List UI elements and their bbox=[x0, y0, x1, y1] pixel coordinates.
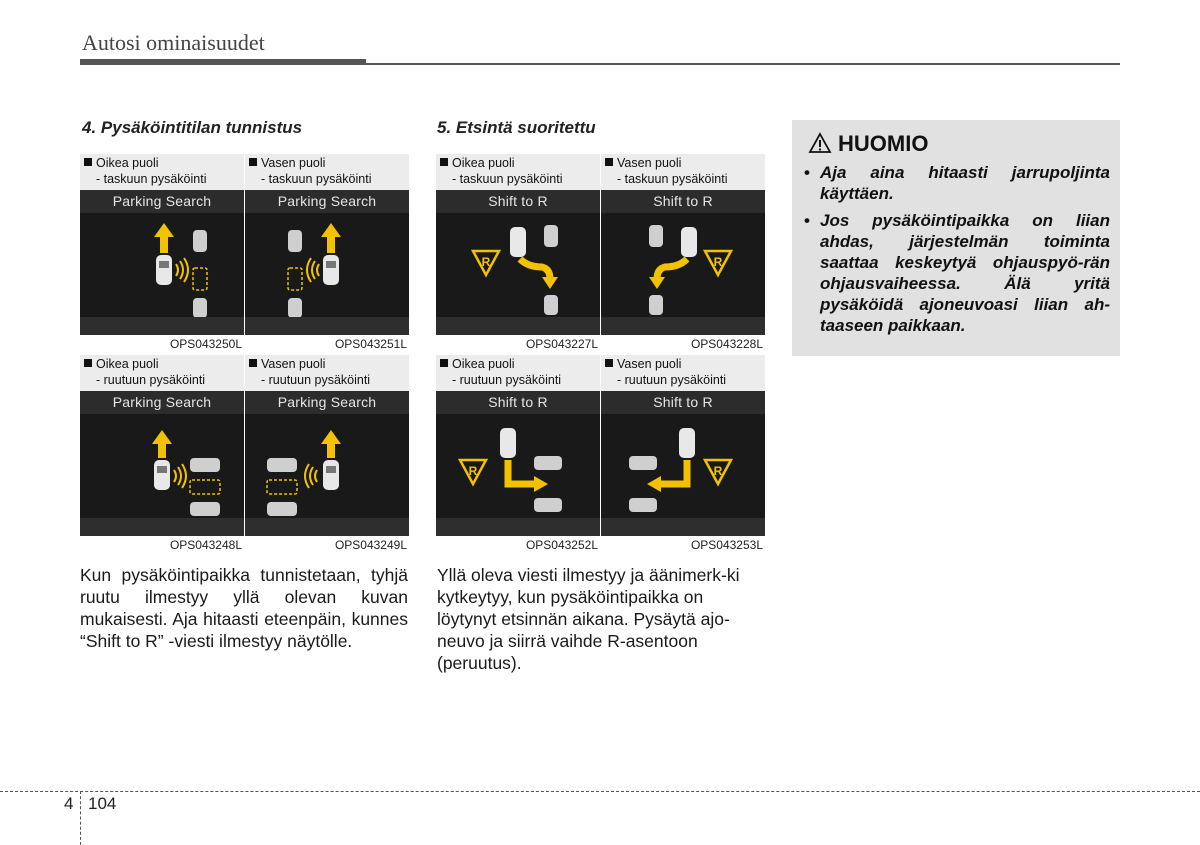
body-paragraph-left: Kun pysäköintipaikka tunnistetaan, tyhjä ruutu ilmestyy yllä olevan kuvan mukaisesti. Aja hitaasti eteenpäin, kunnes “Shift to R” -viesti ilmestyy näytölle. bbox=[80, 565, 408, 651]
footer-rule bbox=[0, 791, 1200, 792]
caution-title: HUOMIO bbox=[838, 131, 929, 156]
parking-search-left-slot-illustration bbox=[245, 414, 409, 518]
figure-ops043249l: Vasen puoli - ruutuun pysäköinti Parking Search OPS043249L bbox=[245, 355, 409, 555]
figure-code: OPS043249L bbox=[334, 538, 407, 552]
caution-item: • Aja aina hitaasti jarrupoljinta käyttäen. bbox=[804, 163, 1110, 203]
cluster-screen bbox=[245, 190, 409, 335]
cluster-screen bbox=[601, 190, 765, 335]
page-number: 104 bbox=[88, 794, 117, 813]
caution-box bbox=[792, 120, 1120, 356]
chapter-number: 4 bbox=[64, 794, 74, 813]
section-heading-search-complete: 5. Etsintä suoritettu bbox=[437, 118, 596, 137]
cluster-screen bbox=[436, 391, 600, 536]
figure-ops043227l: Oikea puoli - taskuun pysäköinti Shift to R R OPS043227L bbox=[436, 154, 600, 354]
shift-to-r-right-slot-illustration bbox=[436, 414, 600, 518]
figure-code: OPS043251L bbox=[334, 337, 407, 351]
shift-to-r-left-pocket-illustration bbox=[601, 213, 765, 317]
figure-code: OPS043250L bbox=[169, 337, 242, 351]
screen-title: Shift to R bbox=[436, 190, 600, 213]
header-rule-thick bbox=[80, 59, 366, 65]
section-heading-parking-search: 4. Pysäköintitilan tunnistus bbox=[82, 118, 303, 137]
cluster-screen bbox=[80, 391, 244, 536]
svg-text:R: R bbox=[713, 464, 723, 478]
bullet-square-icon bbox=[605, 359, 613, 367]
screen-title: Parking Search bbox=[245, 391, 409, 414]
cluster-screen bbox=[245, 391, 409, 536]
bullet-square-icon bbox=[440, 158, 448, 166]
figure-ops043251l: Vasen puoli - taskuun pysäköinti Parking Search OPS043251L bbox=[245, 154, 409, 354]
screen-title: Shift to R bbox=[601, 391, 765, 414]
figure-code: OPS043228L bbox=[690, 337, 763, 351]
figure-code: OPS043227L bbox=[525, 337, 598, 351]
screen-title: Shift to R bbox=[436, 391, 600, 414]
figure-code: OPS043253L bbox=[690, 538, 763, 552]
footer-divider bbox=[80, 791, 81, 845]
running-header: Autosi ominaisuudet bbox=[82, 30, 265, 55]
screen-title: Parking Search bbox=[80, 391, 244, 414]
shift-to-r-right-pocket-illustration bbox=[436, 213, 600, 317]
figure-ops043248l: Oikea puoli - ruutuun pysäköinti Parking Search OPS043248L bbox=[80, 355, 244, 555]
body-paragraph-mid: Yllä oleva viesti ilmestyy ja äänimerk-ki kytkeytyy, kun pysäköintipaikka on löytynyt etsinnän aikana. Pysäytä ajo-neuvo ja siirrä vaihde R-asentoon (peruutus). bbox=[437, 565, 740, 673]
screen-title: Shift to R bbox=[601, 190, 765, 213]
figure-ops043250l: Oikea puoli - taskuun pysäköinti Parking Search OPS043250L bbox=[80, 154, 244, 354]
warning-triangle-icon bbox=[808, 132, 832, 154]
shift-to-r-left-slot-illustration bbox=[601, 414, 765, 518]
bullet-square-icon bbox=[249, 359, 257, 367]
bullet-square-icon bbox=[84, 359, 92, 367]
bullet-square-icon bbox=[84, 158, 92, 166]
screen-title: Parking Search bbox=[80, 190, 244, 213]
figure-ops043252l: Oikea puoli - ruutuun pysäköinti Shift to R R OPS043252L bbox=[436, 355, 600, 555]
caution-item: • Jos pysäköintipaikka on liian ahdas, järjestelmän toiminta saattaa keskeytyä ohjauspyö-rän ohjausvaiheessa. Älä yritä pysäköidä ajoneuvoasi liian ah-taaseen paikkaan. bbox=[804, 211, 1110, 335]
svg-text:R: R bbox=[468, 464, 478, 478]
cluster-screen bbox=[436, 190, 600, 335]
figure-code: OPS043248L bbox=[169, 538, 242, 552]
figure-ops043228l: Vasen puoli - taskuun pysäköinti Shift to R R OPS043228L bbox=[601, 154, 765, 354]
bullet-square-icon bbox=[440, 359, 448, 367]
cluster-screen bbox=[80, 190, 244, 335]
svg-text:R: R bbox=[481, 255, 491, 269]
parking-search-left-pocket-illustration bbox=[245, 213, 409, 317]
figure-ops043253l: Vasen puoli - ruutuun pysäköinti Shift to R R OPS043253L bbox=[601, 355, 765, 555]
parking-search-right-slot-illustration bbox=[80, 414, 244, 518]
screen-title: Parking Search bbox=[245, 190, 409, 213]
bullet-square-icon bbox=[605, 158, 613, 166]
header-rule-thin bbox=[366, 63, 1120, 65]
parking-search-right-pocket-illustration bbox=[80, 213, 244, 317]
bullet-square-icon bbox=[249, 158, 257, 166]
svg-text:R: R bbox=[713, 255, 723, 269]
cluster-screen bbox=[601, 391, 765, 536]
figure-code: OPS043252L bbox=[525, 538, 598, 552]
